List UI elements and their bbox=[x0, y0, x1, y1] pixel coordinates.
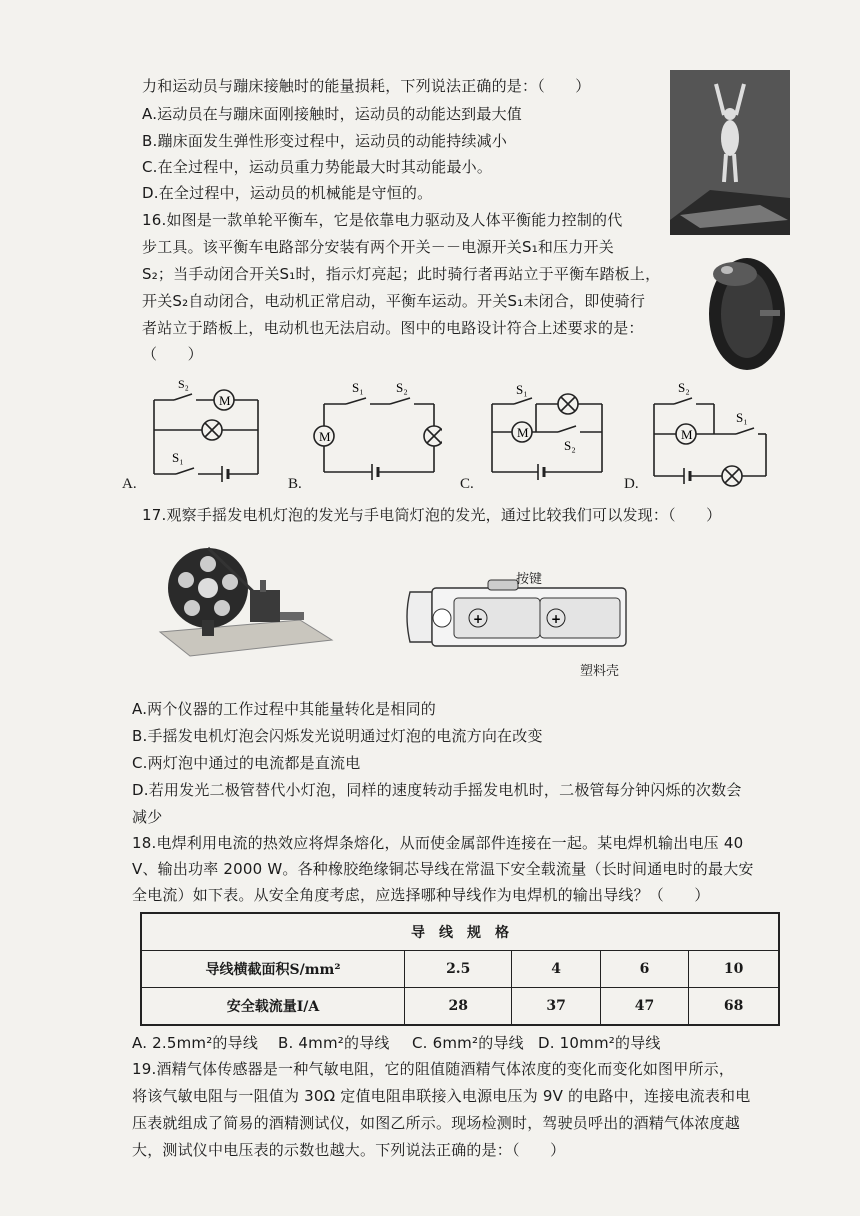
table-cell: 6 bbox=[600, 951, 688, 988]
row-label-current: 安全载流量I/A bbox=[141, 988, 405, 1026]
svg-text:+: + bbox=[551, 612, 562, 626]
q19-stem-line1: 19.酒精气体传感器是一种气敏电阻，它的阻值随酒精气体浓度的变化而变化如图甲所示， bbox=[132, 1060, 735, 1078]
q18-stem-line1: 18.电焊利用电流的热效应将焊条熔化，从而使金属部件连接在一起。某电焊机输出电压 40 bbox=[132, 834, 744, 852]
switch-s1-label: S₁ bbox=[736, 410, 748, 425]
q15-option-d: D.在全过程中，运动员的机械能是守恒的。 bbox=[142, 184, 433, 202]
table-row bbox=[141, 988, 779, 1026]
unicycle-photo bbox=[705, 252, 790, 372]
q17-stem: 17.观察手摇发电机灯泡的发光与手电筒灯泡的发光，通过比较我们可以发现：（ ） bbox=[142, 506, 722, 524]
table-row bbox=[141, 951, 779, 988]
switch-s2-label: S₂ bbox=[178, 378, 189, 391]
q16-stem-line1: 16.如图是一款单轮平衡车，它是依靠电力驱动及人体平衡能力控制的代 bbox=[142, 211, 623, 229]
flashlight-shell-label: 塑料壳 bbox=[580, 664, 620, 679]
motor-symbol: M bbox=[219, 393, 231, 408]
q18-option-a: A. 2.5mm²的导线 bbox=[132, 1034, 259, 1052]
switch-s1-label: S₁ bbox=[352, 380, 364, 395]
q15-option-b: B.蹦床面发生弹性形变过程中，运动员的动能持续减小 bbox=[142, 132, 508, 150]
switch-s1-label: S₁ bbox=[516, 382, 528, 397]
q19-stem-line3: 压表就组成了简易的酒精测试仪，如图乙所示。现场检测时，驾驶员呼出的酒精气体浓度越 bbox=[132, 1114, 741, 1132]
q19-stem-line4: 大，测试仪中电压表的示数也越大。下列说法正确的是：（ ） bbox=[132, 1141, 566, 1159]
q16-stem-line6: （ ） bbox=[142, 345, 203, 363]
table-cell: 10 bbox=[689, 951, 779, 988]
q15-option-a: A.运动员在与蹦床面刚接触时，运动员的动能达到最大值 bbox=[142, 105, 522, 123]
switch-s1-label: S₁ bbox=[172, 450, 184, 465]
table-cell: 2.5 bbox=[405, 951, 512, 988]
q17-option-b: B.手摇发电机灯泡会闪烁发光说明通过灯泡的电流方向在改变 bbox=[132, 727, 543, 745]
switch-s2-label: S₂ bbox=[564, 438, 576, 453]
table-cell: 4 bbox=[512, 951, 600, 988]
motor-symbol: M bbox=[517, 425, 529, 440]
table-header-row bbox=[141, 913, 779, 951]
table-cell: 68 bbox=[689, 988, 779, 1026]
wire-spec-table bbox=[140, 912, 780, 1026]
circuit-a bbox=[148, 378, 268, 488]
table-cell: 28 bbox=[405, 988, 512, 1026]
q16-stem-line5: 者站立于踏板上，电动机也无法启动。图中的电路设计符合上述要求的是： bbox=[142, 319, 644, 337]
q16-option-b-label: B. bbox=[288, 476, 302, 492]
q19-stem-line2: 将该气敏电阻与一阻值为 30Ω 定值电阻串联接入电源电压为 9V 的电路中，连接电流表和电 bbox=[132, 1087, 751, 1105]
circuit-c bbox=[484, 380, 610, 490]
q17-option-d: D.若用发光二极管替代小灯泡，同样的速度转动手摇发电机时，二极管每分钟闪烁的次数会 bbox=[132, 781, 742, 799]
q18-option-d: D. 10mm²的导线 bbox=[538, 1034, 661, 1052]
svg-text:+: + bbox=[473, 612, 484, 626]
q18-option-c: C. 6mm²的导线 bbox=[412, 1034, 524, 1052]
q18-stem-line3: 全电流）如下表。从安全角度考虑，应选择哪种导线作为电焊机的输出导线？（ ） bbox=[132, 886, 710, 904]
hand-crank-generator-photo bbox=[150, 540, 335, 660]
row-label-area: 导线横截面积S/mm² bbox=[141, 951, 405, 988]
q17-option-c: C.两灯泡中通过的电流都是直流电 bbox=[132, 754, 361, 772]
q16-stem-line2: 步工具。该平衡车电路部分安装有两个开关－－电源开关S₁和压力开关 bbox=[142, 238, 614, 256]
q17-option-a: A.两个仪器的工作过程中其能量转化是相同的 bbox=[132, 700, 436, 718]
q18-stem-line2: V、输出功率 2000 W。各种橡胶绝缘铜芯导线在常温下安全载流量（长时间通电时的最大安 bbox=[132, 860, 754, 878]
switch-s2-label: S₂ bbox=[396, 380, 408, 395]
q16-stem-line3: S₂；当手动闭合开关S₁时，指示灯亮起；此时骑行者再站立于平衡车踏板上， bbox=[142, 265, 661, 283]
table-cell: 47 bbox=[600, 988, 688, 1026]
switch-s2-label: S₂ bbox=[678, 380, 690, 395]
circuit-d bbox=[648, 378, 774, 488]
table-title: 导 线 规 格 bbox=[141, 913, 779, 951]
flashlight-button-label: 按键 bbox=[516, 572, 543, 587]
q16-option-c-label: C. bbox=[460, 476, 474, 492]
q17-option-d-cont: 减少 bbox=[132, 808, 163, 826]
circuit-b bbox=[312, 380, 442, 490]
q16-stem-line4: 开关S₂自动闭合，电动机正常启动，平衡车运动。开关S₁未闭合，即使骑行 bbox=[142, 292, 646, 310]
q16-option-a-label: A. bbox=[122, 476, 137, 492]
q15-stem-line: 力和运动员与蹦床接触时的能量损耗，下列说法正确的是：（ ） bbox=[142, 77, 591, 95]
q15-option-c: C.在全过程中，运动员重力势能最大时其动能最小。 bbox=[142, 158, 493, 176]
table-cell: 37 bbox=[512, 988, 600, 1026]
motor-symbol: M bbox=[319, 429, 331, 444]
trampoline-photo bbox=[670, 70, 790, 235]
q18-option-b: B. 4mm²的导线 bbox=[278, 1034, 390, 1052]
q16-option-d-label: D. bbox=[624, 476, 639, 492]
motor-symbol: M bbox=[681, 427, 693, 442]
